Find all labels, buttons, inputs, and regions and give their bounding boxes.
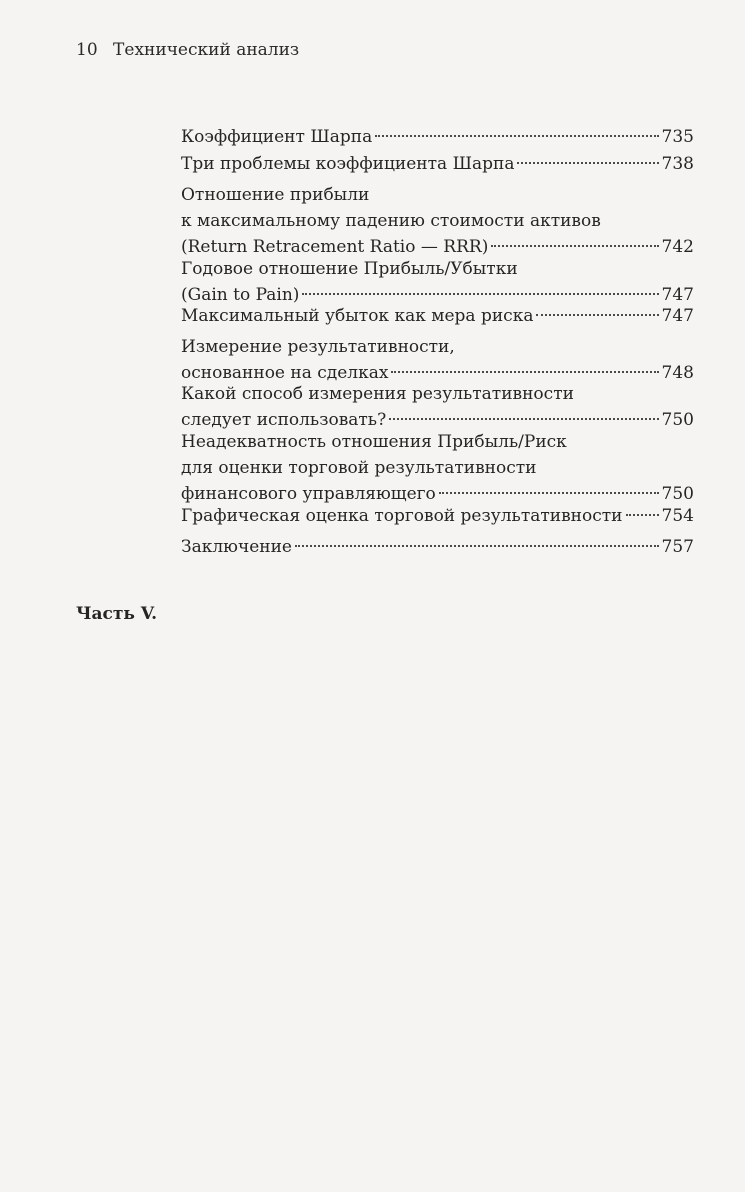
toc-entry-line [181, 455, 694, 481]
toc-page-number: 747 [661, 285, 694, 305]
toc-entry-line [181, 503, 694, 529]
toc-entry-line [181, 303, 694, 329]
toc-entry [181, 256, 694, 308]
toc-entry-line [181, 208, 694, 234]
toc-entry-title: для оценки торговой результативности [181, 458, 537, 478]
toc-page-number: 742 [661, 237, 694, 257]
toc-entry-title: (Return Retracement Ratio — RRR) [181, 237, 489, 257]
dot-leader [626, 514, 659, 516]
toc-entry-line [181, 256, 694, 282]
toc-page-number: 750 [661, 484, 694, 504]
toc-entry-title: основанное на сделках [181, 363, 389, 383]
toc-entry-title: Три проблемы коэффициента Шарпа [181, 154, 515, 174]
toc-page-number: 754 [661, 506, 694, 526]
toc-entry-title: следует использовать? [181, 410, 387, 430]
toc-page-number: 750 [661, 410, 694, 430]
toc-entry [181, 151, 694, 177]
toc-page-number: 738 [661, 154, 694, 174]
toc-entry-title: Заключение [181, 537, 292, 557]
dot-leader [295, 545, 659, 547]
toc-page-number: 735 [661, 127, 694, 147]
dot-leader [302, 293, 658, 295]
dot-leader [391, 371, 658, 373]
header-book-title: Технический анализ [113, 40, 300, 60]
toc-page-number: 748 [661, 363, 694, 383]
toc-entry-line [181, 182, 694, 208]
toc-entry [181, 182, 694, 260]
toc-entry-line [181, 381, 694, 407]
toc-entry-title: Измерение результативности, [181, 337, 455, 357]
toc-entry-title: Годовое отношение Прибыль/Убытки [181, 259, 518, 279]
toc-entry [181, 429, 694, 507]
toc-entry-title: Какой способ измерения результативности [181, 384, 574, 404]
toc-entry [181, 124, 694, 150]
dot-leader [517, 162, 658, 164]
dot-leader [439, 492, 659, 494]
toc-entry-title: Коэффициент Шарпа [181, 127, 373, 147]
toc-entry-line [181, 151, 694, 177]
dot-leader [389, 418, 658, 420]
running-header [76, 40, 299, 60]
toc-entry-line [181, 334, 694, 360]
toc-entry-title: (Gain to Pain) [181, 285, 300, 305]
toc-entry [181, 303, 694, 329]
toc-entry-title: Неадекватность отношения Прибыль/Риск [181, 432, 567, 452]
dot-leader [491, 245, 658, 247]
toc-entry-title: к максимальному падению стоимости активов [181, 211, 601, 231]
part-label: Часть V. [76, 604, 158, 624]
toc-entry-title: Отношение прибыли [181, 185, 370, 205]
toc-entry-line [181, 429, 694, 455]
toc-entry [181, 503, 694, 529]
toc-entry-title: Графическая оценка торговой результативности [181, 506, 623, 526]
toc-entry-title: Максимальный убыток как мера риска [181, 306, 534, 326]
dot-leader [536, 314, 658, 316]
toc-entry-line [181, 534, 694, 560]
toc-entry-title: финансового управляющего [181, 484, 436, 504]
toc-entry-line [181, 124, 694, 150]
toc-page-number: 747 [661, 306, 694, 326]
toc-page-number: 757 [661, 537, 694, 557]
dot-leader [375, 135, 658, 137]
toc-entry [181, 534, 694, 560]
toc-entry [181, 334, 694, 386]
toc-entry [181, 381, 694, 433]
header-page-number: 10 [76, 40, 98, 60]
